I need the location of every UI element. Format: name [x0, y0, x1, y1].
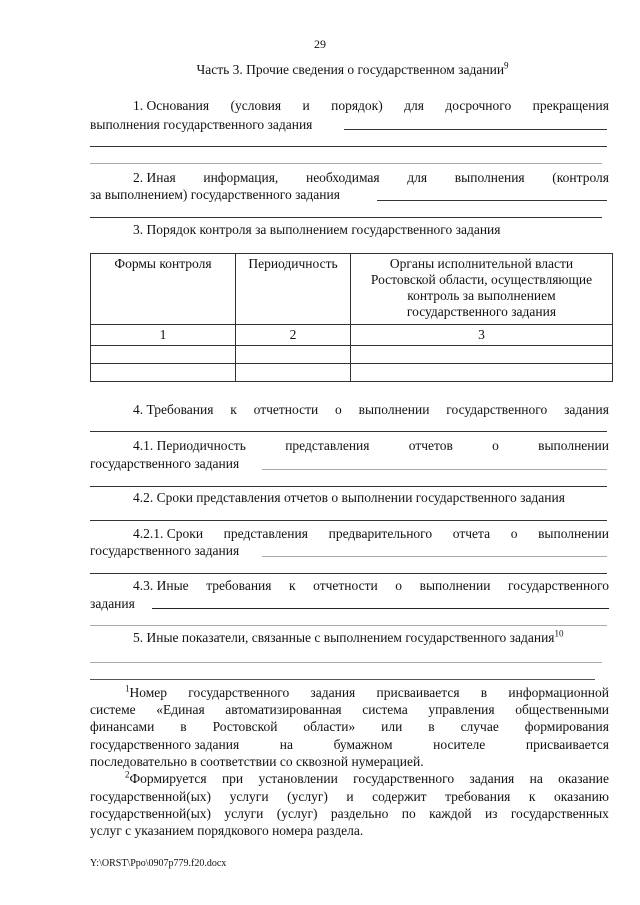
word: 4.2.1. Сроки [133, 526, 204, 541]
table-cell: 2 [236, 325, 351, 346]
item-4-2-1-blank-2[interactable] [90, 573, 607, 574]
item-1-blank-3[interactable] [90, 163, 602, 164]
word: или [381, 719, 403, 734]
word: представления [285, 438, 370, 453]
word: информация, [203, 170, 279, 185]
word: 4. Требования [133, 402, 214, 417]
footnote-1-line-1 [125, 684, 609, 701]
item-1-blank[interactable] [344, 129, 607, 130]
word: представления [223, 526, 308, 541]
word: в [428, 719, 435, 734]
word: (условия [230, 98, 282, 113]
table-header-cell: Органы исполнительной власти Ростовской области, осуществляющие контроль за выполнением государственного задания [351, 254, 613, 325]
footnote-2-line-3 [90, 805, 609, 822]
item-4-2-heading: 4.2. Сроки представления отчетов о выполнении государственного задания [133, 490, 565, 505]
item-4-2-1-blank[interactable] [262, 556, 607, 557]
word: выполнении [538, 438, 609, 453]
item-4-2-1-line-2: государственного задания [90, 543, 240, 558]
word: о [395, 578, 403, 593]
item-2-line-2: за выполнением) государственного задания [90, 187, 340, 202]
word: требования [445, 789, 511, 804]
footnote-2-line-2 [90, 788, 609, 805]
word: содержит [372, 789, 427, 804]
word: государственного [188, 685, 290, 700]
footnote-2-line-4: услуг с указанием порядкового номера раздела. [90, 823, 364, 838]
word: отчетности [313, 578, 378, 593]
word: о [510, 526, 518, 541]
word: 4.3. Иные [133, 578, 189, 593]
word: оказание [558, 771, 609, 786]
word: задания [469, 771, 515, 786]
table-cell: 1 [91, 325, 236, 346]
word: государственной(ых) [90, 789, 212, 804]
word: на [279, 737, 293, 752]
word: раздельно [330, 806, 389, 821]
word: к [289, 578, 296, 593]
item-4-heading [133, 402, 609, 418]
table-row[interactable] [91, 346, 613, 364]
word: системе [90, 702, 136, 717]
item-4-1-blank[interactable] [262, 469, 607, 470]
word: государственного [446, 402, 548, 417]
word: 4.1. Периодичность [133, 438, 246, 453]
item-1-line-2: выполнения государственного задания [90, 117, 313, 132]
table-number-row [91, 325, 613, 346]
item-4-2-blank[interactable] [90, 520, 607, 521]
word: прекращения [532, 98, 609, 113]
word: из [484, 806, 498, 821]
word: информационной [508, 685, 609, 700]
table-cell[interactable] [91, 346, 236, 364]
item-4-3-line-2: задания [90, 596, 135, 611]
word: (контроля [552, 170, 609, 185]
word: для [407, 170, 428, 185]
word: и [302, 98, 310, 113]
word: бумажном [333, 737, 393, 752]
word: случае [460, 719, 499, 734]
word: порядок) [331, 98, 383, 113]
word: отчета [452, 526, 491, 541]
title-footnote-ref: 9 [504, 60, 509, 71]
footnote-1-line-2 [90, 701, 609, 718]
word: задания [564, 402, 609, 417]
table-header-cell: Формы контроля [91, 254, 236, 325]
word: при [221, 771, 244, 786]
item-4-1-line-1 [133, 438, 609, 454]
table-header-cell: Периодичность [236, 254, 351, 325]
word: необходимая [305, 170, 380, 185]
item-4-1-line-2: государственного задания [90, 456, 240, 471]
table-cell[interactable] [91, 364, 236, 382]
word: предварительного [328, 526, 433, 541]
section-title [0, 62, 640, 78]
word: автоматизированная [225, 702, 342, 717]
word: для [404, 98, 424, 113]
table-header-row [91, 254, 613, 325]
word: каждой [429, 806, 472, 821]
item-1-line-1 [133, 98, 609, 114]
word: о [335, 402, 342, 417]
word: выполнении [538, 526, 609, 541]
footnote-marker: 1 [125, 683, 130, 694]
word: финансами [90, 719, 155, 734]
item-4-1-blank-2[interactable] [90, 486, 607, 487]
item-1-blank-2[interactable] [90, 146, 607, 147]
word: на [529, 771, 543, 786]
word: государственного [508, 578, 609, 593]
item-2-blank-2[interactable] [90, 217, 602, 218]
word: в [480, 685, 488, 700]
word: и [346, 789, 354, 804]
word: формирования [524, 719, 609, 734]
word: $^1$Номер [125, 683, 168, 700]
word: (услуг) [287, 789, 328, 804]
item-4-3-blank[interactable] [152, 608, 609, 609]
item-4-3-blank-2[interactable] [90, 625, 607, 626]
footnote-1-line-5: последовательно в соответствии со сквозной нумерацией. [90, 754, 424, 769]
word: «Единая [156, 702, 205, 717]
item-4-blank[interactable] [90, 431, 607, 432]
word: по [401, 806, 416, 821]
word: оказанию [554, 789, 609, 804]
word: система [362, 702, 408, 717]
word: государственного [353, 771, 455, 786]
item-5-footnote-ref: 10 [554, 628, 564, 639]
item-4-3-line-1 [133, 578, 609, 594]
table-cell[interactable] [236, 346, 351, 364]
item-2-line-1 [133, 170, 609, 186]
word: отчетов [408, 438, 453, 453]
word: управления [428, 702, 495, 717]
word: государственных [510, 806, 609, 821]
footnote-marker: 2 [125, 769, 130, 780]
page-number: 29 [314, 37, 326, 51]
item-5-heading-text: 5. Иные показатели, связанные с выполнением государственного задания [133, 630, 555, 645]
word: (услуг) [276, 806, 318, 821]
item-5-heading [133, 630, 564, 646]
item-5-blank[interactable] [90, 662, 602, 663]
footnote-1-line-3 [90, 718, 609, 735]
word: выполнении [419, 578, 491, 593]
footnote-1-line-4 [90, 736, 609, 753]
footnote-separator [90, 679, 595, 680]
word: к [528, 789, 536, 804]
word: в [180, 719, 187, 734]
word: задания [310, 685, 356, 700]
section-title-text: Часть 3. Прочие сведения о государственном задании [196, 62, 505, 77]
footnote-2-line-1 [125, 770, 609, 787]
word: услуги [229, 789, 269, 804]
table-row[interactable] [91, 364, 613, 382]
word: носителе [433, 737, 486, 752]
word: 1. Основания [133, 98, 210, 113]
word: к [230, 402, 237, 417]
word: выполнения [454, 170, 525, 185]
item-2-blank[interactable] [377, 200, 607, 201]
table-cell: 3 [351, 325, 613, 346]
word: присваивается [525, 737, 609, 752]
word: требования [206, 578, 272, 593]
word: досрочного [445, 98, 512, 113]
word: услуги [224, 806, 264, 821]
item-3-heading: 3. Порядок контроля за выполнением государственного задания [133, 222, 501, 237]
word: области» [303, 719, 356, 734]
word: отчетности [253, 402, 319, 417]
word: $^2$Формируется [125, 769, 207, 786]
item-4-2-1-line-1 [133, 526, 609, 542]
table-cell[interactable] [351, 364, 613, 382]
word: установлении [258, 771, 338, 786]
word: общественными [515, 702, 609, 717]
word: выполнении [358, 402, 430, 417]
file-path: Y:\ORST\Ppo\0907p779.f20.docx [90, 858, 227, 869]
control-table [90, 253, 613, 382]
word: присваивается [376, 685, 460, 700]
table-cell[interactable] [351, 346, 613, 364]
table-cell[interactable] [236, 364, 351, 382]
word: о [492, 438, 499, 453]
word: государственного задания [90, 737, 240, 752]
word: Ростовской [212, 719, 278, 734]
word: 2. Иная [133, 170, 176, 185]
word: государственной(ых) [90, 806, 212, 821]
